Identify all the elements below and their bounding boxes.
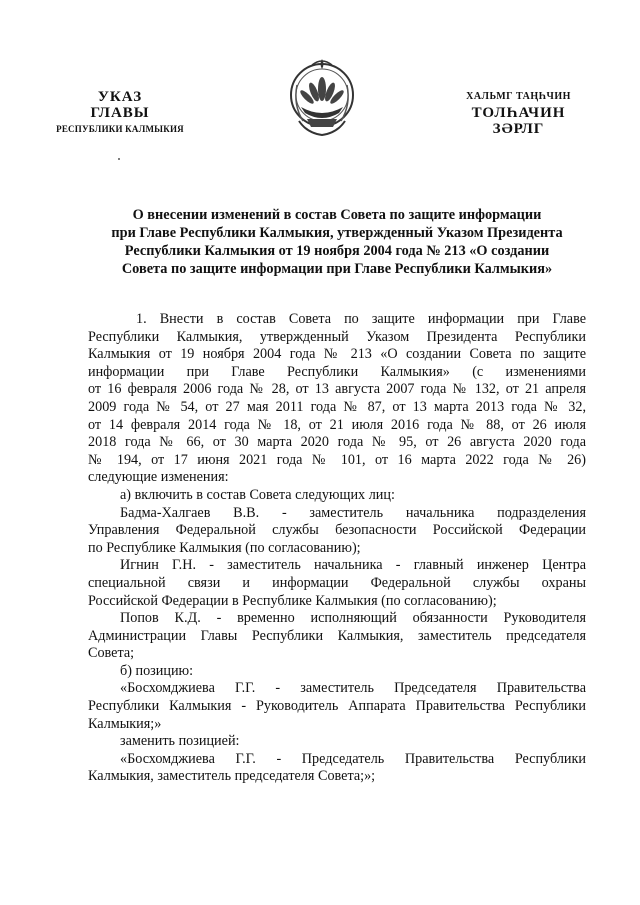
header-left (35, 89, 205, 137)
body-line: Калмыкия;» (88, 715, 162, 732)
header-right-line: ТОЛҺАЧИН (471, 105, 566, 121)
header-left-line: ГЛАВЫ (90, 105, 150, 121)
body-line: 1. Внести в состав Совета по защите информации при Главе (136, 311, 586, 327)
body-line: заменить позицией: (120, 733, 240, 750)
header-left-line: РЕСПУБЛИКИ КАЛМЫКИЯ (56, 124, 184, 134)
body-line: Администрации Главы Республики Калмыкия, заместитель председателя (88, 627, 586, 644)
body-line: от 14 февраля 2014 года № 18, от 21 июля 2016 года № 88, от 26 июля (88, 416, 586, 433)
body-line: по Республике Калмыкия (по согласованию); (88, 539, 361, 556)
body-line: от 16 февраля 2006 года № 28, от 13 августа 2007 года № 132, от 21 апреля (88, 381, 586, 398)
title-line: Совета по защите информации при Главе Республики Калмыкия» (121, 261, 553, 277)
title-line: Республики Калмыкия от 19 ноября 2004 года № 213 «О создании (124, 243, 550, 259)
body-line: б) позицию: (120, 662, 194, 679)
header-right (436, 89, 601, 137)
title-line: при Главе Республики Калмыкия, утвержденный Указом Президента (111, 225, 563, 241)
header-right-line: ХАЛЬМГ ТАҢҺЧИН (466, 91, 571, 102)
body-line: специальной связи и информации Федеральной службы охраны (88, 574, 586, 591)
body-line: Российской Федерации в Республике Калмыкия (по согласованию); (88, 592, 497, 609)
body-line: 2018 года № 66, от 30 марта 2020 года № 95, от 26 августа 2020 года (88, 434, 586, 451)
document-title (88, 206, 586, 278)
header-left-line: УКАЗ (97, 89, 143, 105)
body-line: Калмыкия от 19 ноября 2004 года № 213 «О создании Совета по защите (88, 346, 586, 363)
coat-of-arms-emblem (287, 55, 357, 141)
body-line: Калмыкия, заместитель председателя Совета;»; (88, 768, 376, 785)
body-line: № 194, от 17 июня 2021 года № 101, от 16 марта 2022 года № 26) (88, 451, 586, 468)
body-line: Бадма-Халгаев В.В. - заместитель начальника подразделения (120, 504, 586, 521)
body-line: Управления Федеральной службы безопасности Российской Федерации (88, 522, 586, 539)
body-line: Совета; (88, 645, 135, 662)
body-line: Игнин Г.Н. - заместитель начальника - главный инженер Центра (120, 557, 586, 574)
body-line: информации при Главе Республики Калмыкия» (с изменениями (88, 363, 586, 380)
scan-speck (118, 158, 120, 160)
document-body (88, 311, 586, 786)
body-line: 2009 года № 54, от 27 мая 2011 года № 87, от 13 марта 2013 года № 32, (88, 398, 586, 415)
body-line: Республики Калмыкия - Руководитель Аппарата Правительства Республики (88, 698, 586, 715)
body-line: Попов К.Д. - временно исполняющий обязанности Руководителя (120, 610, 586, 627)
body-line: «Босхомджиева Г.Г. - Председатель Правительства Республики (120, 750, 586, 767)
body-line: а) включить в состав Совета следующих лиц: (120, 486, 395, 503)
header-right-line: ЗӘРЛГ (492, 121, 545, 137)
body-line: «Босхомджиева Г.Г. - заместитель Председателя Правительства (120, 680, 586, 697)
body-line: следующие изменения: (88, 469, 229, 486)
body-line: Республики Калмыкия, утвержденный Указом Президента Республики (88, 328, 586, 345)
title-line: О внесении изменений в состав Совета по защите информации (132, 207, 542, 223)
